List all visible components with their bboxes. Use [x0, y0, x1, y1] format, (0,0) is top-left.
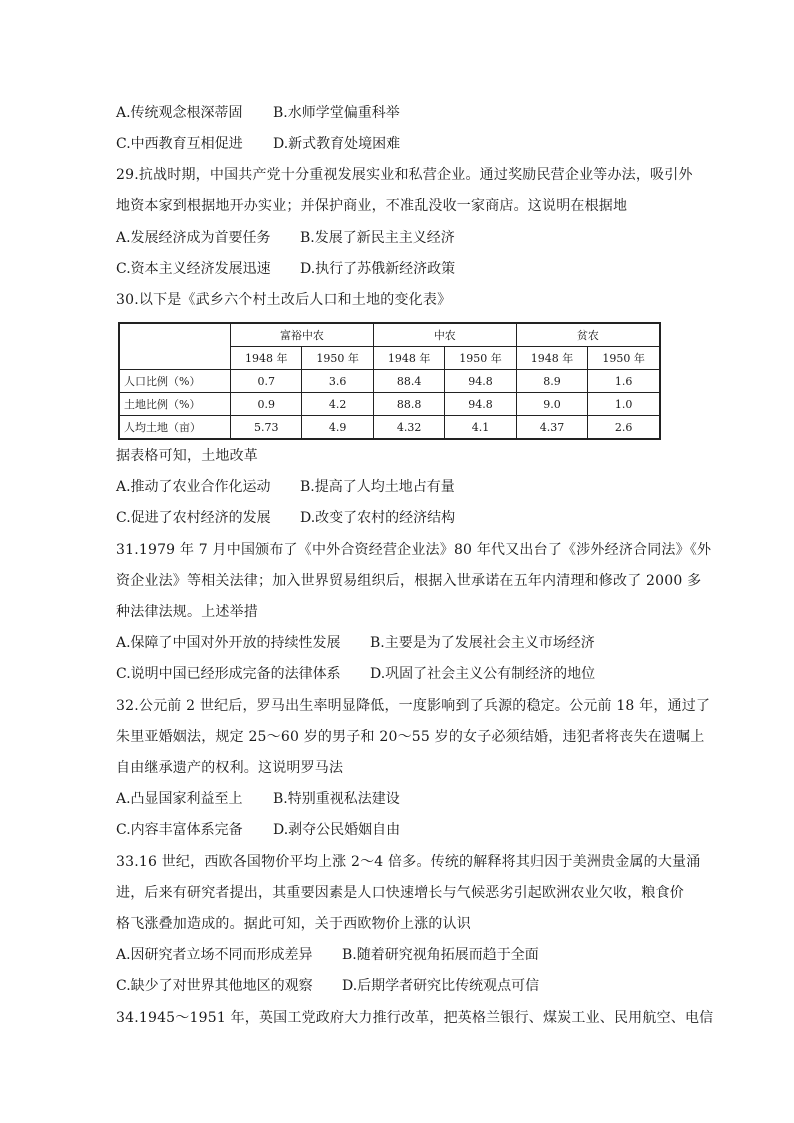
- q28-option-a: A.传统观念根深蒂固: [116, 105, 243, 121]
- q33-stem-line2: 进，后来有研究者提出，其重要因素是人口快速增长与气候恶劣引起欧洲农业欠收，粮食价: [116, 885, 684, 901]
- q32-option-d: D.剥夺公民婚姻自由: [273, 822, 401, 838]
- q30-options-row1: [116, 477, 716, 497]
- q32-stem-line1: 32.公元前 2 世纪后，罗马出生率明显降低，一度影响到了兵源的稳定。公元前 18 年，通过了: [116, 698, 711, 714]
- table-cell: 88.8: [373, 393, 444, 416]
- table-cell: 4.37: [516, 416, 587, 440]
- table-cell: 4.32: [373, 416, 444, 440]
- q31-options-row1: [116, 633, 716, 653]
- table-cell: 9.0: [516, 393, 587, 416]
- q29-option-b: B.发展了新民主主义经济: [300, 230, 455, 246]
- q31-options-row2: [116, 664, 716, 684]
- table-corner-cell: [119, 323, 231, 370]
- q29-option-a: A.发展经济成为首要任务: [116, 230, 271, 246]
- q31-option-b: B.主要是为了发展社会主义市场经济: [370, 635, 595, 651]
- land-reform-table: [118, 322, 661, 440]
- q32-stem-line2: 朱里亚婚姻法，规定 25～60 岁的男子和 20～55 岁的女子必须结婚，违犯者将丧失在遗嘱上: [116, 729, 705, 745]
- table-group-header: 中农: [373, 323, 516, 347]
- q31-stem-line3: 种法律法规。上述举措: [116, 604, 258, 620]
- q32-options-row1: [116, 789, 716, 809]
- table-cell: 4.2: [302, 393, 373, 416]
- q32-option-a: A.凸显国家利益至上: [116, 791, 243, 807]
- table-group-header: 贫农: [516, 323, 660, 347]
- table-year-header: 1950 年: [445, 347, 516, 370]
- table-cell: 3.6: [302, 370, 373, 393]
- q30-stem-line2: 据表格可知，土地改革: [116, 448, 258, 464]
- q29-stem-line1: 29.抗战时期，中国共产党十分重视发展实业和私营企业。通过奖励民营企业等办法，吸引外: [116, 167, 693, 183]
- q28-option-d: D.新式教育处境困难: [273, 136, 401, 152]
- q30-options-row2: [116, 508, 716, 528]
- q29-stem-line2: 地资本家到根据地开办实业；并保护商业，不准乱没收一家商店。这说明在根据地: [116, 198, 628, 214]
- q29-options-row1: [116, 228, 716, 248]
- table-cell: 1.0: [588, 393, 660, 416]
- q33-option-a: A.因研究者立场不同而形成差异: [116, 947, 313, 963]
- table-cell: 8.9: [516, 370, 587, 393]
- table-cell: 2.6: [588, 416, 660, 440]
- table-row: [119, 416, 660, 440]
- q30-option-c: C.促进了农村经济的发展: [116, 510, 271, 526]
- table-cell: 94.8: [445, 370, 516, 393]
- q28-option-b: B.水师学堂偏重科举: [273, 105, 400, 121]
- q29-options-row2: [116, 259, 716, 279]
- q28-option-c: C.中西教育互相促进: [116, 136, 243, 152]
- table-cell: 4.1: [445, 416, 516, 440]
- table-row: [119, 393, 660, 416]
- q30-option-b: B.提高了人均土地占有量: [300, 479, 455, 495]
- q28-options-row2: [116, 134, 716, 154]
- table-row: [119, 370, 660, 393]
- q31-option-c: C.说明中国已经形成完备的法律体系: [116, 666, 341, 682]
- q33-option-b: B.随着研究视角拓展而趋于全面: [342, 947, 539, 963]
- table-year-header: 1948 年: [516, 347, 587, 370]
- q33-option-d: D.后期学者研究比传统观点可信: [342, 978, 540, 994]
- table-year-header: 1948 年: [373, 347, 444, 370]
- q28-options-row1: [116, 103, 716, 123]
- table-year-header: 1950 年: [302, 347, 373, 370]
- q29-option-d: D.执行了苏俄新经济政策: [300, 261, 456, 277]
- q31-stem-line1: 31.1979 年 7 月中国颁布了《中外合资经营企业法》80 年代又出台了《涉外经济合同法》《外: [116, 542, 712, 558]
- q32-option-c: C.内容丰富体系完备: [116, 822, 243, 838]
- q31-stem-line2: 资企业法》等相关法律；加入世界贸易组织后，根据入世承诺在五年内清理和修改了 2000 多: [116, 573, 702, 589]
- table-cell: 0.7: [231, 370, 302, 393]
- q31-option-d: D.巩固了社会主义公有制经济的地位: [370, 666, 596, 682]
- q33-options-row1: [116, 945, 716, 965]
- q33-stem-line3: 格飞涨叠加造成的。据此可知，关于西欧物价上涨的认识: [116, 916, 471, 932]
- table-cell: 4.9: [302, 416, 373, 440]
- q33-stem-line1: 33.16 世纪，西欧各国物价平均上涨 2～4 倍多。传统的解释将其归因于美洲贵金属的大量涌: [116, 854, 701, 870]
- q32-stem-line3: 自由继承遗产的权利。这说明罗马法: [116, 760, 344, 776]
- q29-option-c: C.资本主义经济发展迅速: [116, 261, 271, 277]
- q33-options-row2: [116, 976, 716, 996]
- table-year-header: 1950 年: [588, 347, 660, 370]
- table-cell: 5.73: [231, 416, 302, 440]
- table-group-header: 富裕中农: [231, 323, 374, 347]
- table-row-label: 人均土地（亩）: [119, 416, 231, 440]
- q32-option-b: B.特别重视私法建设: [273, 791, 400, 807]
- q30-option-d: D.改变了农村的经济结构: [300, 510, 456, 526]
- q31-option-a: A.保障了中国对外开放的持续性发展: [116, 635, 341, 651]
- q30-stem-line1: 30.以下是《武乡六个村土改后人口和土地的变化表》: [116, 292, 452, 308]
- table-cell: 94.8: [445, 393, 516, 416]
- table-row-label: 人口比例（%）: [119, 370, 231, 393]
- q33-option-c: C.缺少了对世界其他地区的观察: [116, 978, 313, 994]
- table-cell: 88.4: [373, 370, 444, 393]
- table-row-label: 土地比例（%）: [119, 393, 231, 416]
- table-cell: 0.9: [231, 393, 302, 416]
- table-cell: 1.6: [588, 370, 660, 393]
- q32-options-row2: [116, 820, 716, 840]
- q30-option-a: A.推动了农业合作化运动: [116, 479, 271, 495]
- q34-stem-line1: 34.1945～1951 年，英国工党政府大力推行改革，把英格兰银行、煤炭工业、民用航空、电信: [116, 1010, 714, 1026]
- table-year-header: 1948 年: [231, 347, 302, 370]
